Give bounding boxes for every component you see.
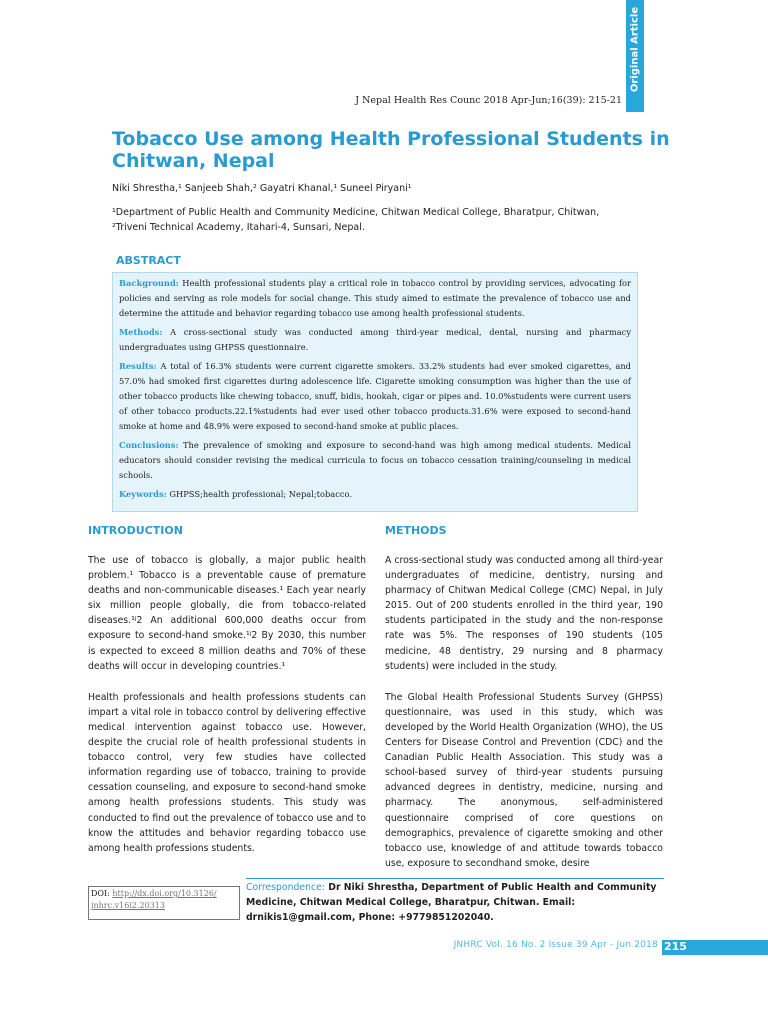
correspondence-text: Dr Niki Shrestha, Department of Public Health and Community Medicine, Chitwan Medical College, Bharatpur, Chitwan. Email: drnikis1@gmail.com, Phone: +9779851202040. [246, 882, 657, 923]
results-text: A total of 16.3% students were current cigarette smokers. 33.2% students had ever smoked cigarettes, and 57.0% had smoked first cigarettes during adolescence life. Cigarette smoking consumption was higher than the use of other tobacco products like chewing tobacco, snuff, bidis, hookah, cigar or pipes and. 10.0%students were current users of other tobacco products.22.1%students had ever used other tobacco products.31.6% were exposed to second-hand smoke at home and 48.9% were exposed to second-hand smoke at public places. [119, 361, 631, 431]
author-list: Niki Shrestha,¹ Sanjeeb Shah,² Gayatri Khanal,¹ Suneel Piryani¹ [112, 183, 412, 194]
methods-text: A cross-sectional study was conducted among third-year medical, dental, nursing and pharmacy undergraduates using GHPSS questionnaire. [119, 327, 632, 352]
introduction-paragraph-1: The use of tobacco is globally, a major public health problem.¹ Tobacco is a preventable cause of premature deaths and non-communicable diseases.¹ Each year nearly six million people globally, die from tobacco-related diseases.¹ʲ2 An additional 600,000 deaths occur from exposure to second-hand smoke.¹ʲ2 By 2030, this number is expected to exceed 8 million deaths and 70% of these deaths will occur in developing countries.¹ [88, 555, 366, 672]
affiliation-2: ²Triveni Technical Academy, Itahari-4, Sunsari, Nepal. [112, 222, 365, 233]
doi-link[interactable]: http://dx.doi.org/10.3126/ jnhrc.v16i2.20313 [91, 889, 217, 910]
abstract-conclusions [119, 438, 631, 483]
abstract-box [112, 272, 638, 512]
page-number: 215 [664, 940, 687, 953]
methods-heading: METHODS [385, 524, 447, 537]
doi-label: DOI: [91, 889, 110, 898]
correspondence [246, 878, 664, 925]
methods-column [385, 553, 663, 887]
background-label: Background: [119, 278, 179, 288]
introduction-paragraph-2: Health professionals and health professions students can impart a vital role in tobacco control by delivering effective medical intervention against tobacco use. However, despite the crucial role of health professional students in tobacco control, very few studies have collected information regarding use of tobacco, training to provide cessation counseling, and exposure to second-hand smoke among health professions students. This study was conducted to find out the prevalence of tobacco use and to know the attitudes and behavior regarding tobacco use among health professions students. [88, 691, 366, 854]
abstract-results [119, 359, 631, 434]
article-type-label: Original Article [629, 6, 641, 93]
affiliation-1: ¹Department of Public Health and Community Medicine, Chitwan Medical College, Bharatpur, Chitwan, [112, 207, 600, 218]
abstract-methods [119, 325, 631, 355]
article-type-tab [626, 0, 644, 112]
footer-journal: JNHRC Vol. 16 No. 2 Issue 39 Apr - Jun 2018 [453, 940, 658, 950]
results-label: Results: [119, 361, 157, 371]
doi-box [88, 886, 240, 920]
correspondence-label: Correspondence: [246, 882, 325, 893]
article-title: Tobacco Use among Health Professional Students in Chitwan, Nepal [112, 128, 670, 172]
keywords-text: GHPSS;health professional; Nepal;tobacco. [169, 489, 353, 499]
introduction-column [88, 553, 366, 872]
affiliations [112, 205, 672, 235]
methods-label: Methods: [119, 327, 163, 337]
methods-paragraph-1: A cross-sectional study was conducted among all third-year undergraduates of medicine, dentistry, nursing and pharmacy of Chitwan Medical College (CMC) Nepal, in July 2015. Out of 200 students enrolled in the third year, 190 students participated in the study and the non-response rate was 5%. The responses of 190 students (105 medicine, 48 dentistry, 29 nursing and 8 pharmacy students) were included in the study. [385, 555, 663, 672]
conclusions-label: Conclusions: [119, 440, 179, 450]
journal-reference: J Nepal Health Res Counc 2018 Apr-Jun;16(39): 215-21 [355, 95, 622, 106]
keywords-label: Keywords: [119, 489, 167, 499]
introduction-heading: INTRODUCTION [88, 524, 183, 537]
methods-paragraph-2: The Global Health Professional Students Survey (GHPSS) questionnaire, was used in this study, which was developed by the World Health Organization (WHO), the US Centers for Disease Control and Prevention (CDC) and the Canadian Public Health Association. This study was a school-based survey of third-year students pursuing advanced degrees in dentistry, medicine, nursing and pharmacy. The anonymous, self-administered questionnaire comprised of core questions on demographics, prevalence of cigarette smoking and other tobacco use, knowledge of and attitude towards tobacco use, exposure to secondhand smoke, desire [385, 691, 663, 869]
abstract-keywords [119, 487, 631, 502]
abstract-heading: ABSTRACT [116, 254, 181, 267]
conclusions-text: The prevalence of smoking and exposure to second-hand was high among medical students. Medical educators should consider revising the medical curricula to focus on tobacco cessation training/counseling in medical schools. [119, 440, 632, 480]
abstract-background [119, 276, 631, 321]
background-text: Health professional students play a critical role in tobacco control by providing services, advocating for policies and serving as role models for social change. This study aimed to estimate the prevalence of tobacco use and determine the attitude and behavior regarding tobacco use among health professional students. [119, 278, 631, 318]
